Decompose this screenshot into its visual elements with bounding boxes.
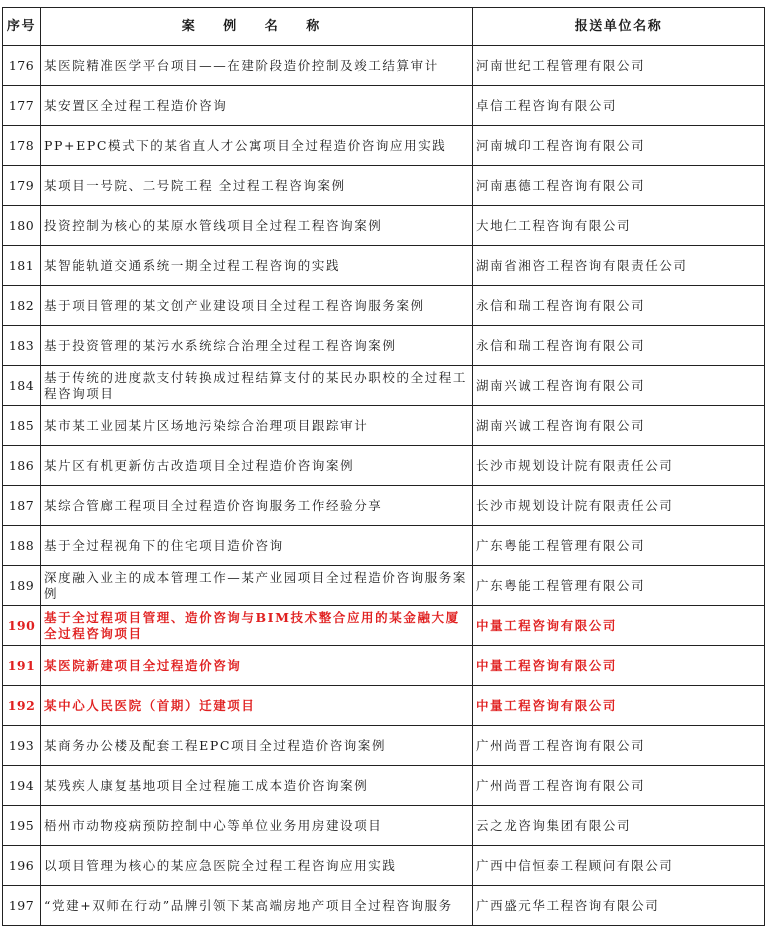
row-number: 192: [3, 686, 41, 726]
row-number: 182: [3, 286, 41, 326]
case-name: 基于投资管理的某污水系统综合治理全过程工程咨询案例: [41, 326, 473, 366]
case-name: PP+EPC模式下的某省直人才公寓项目全过程造价咨询应用实践: [41, 126, 473, 166]
header-unit-name: 报送单位名称: [473, 8, 765, 46]
table-row: [3, 686, 765, 726]
header-number: 序号: [3, 8, 41, 46]
unit-name: 广东粤能工程管理有限公司: [473, 526, 765, 566]
table-row: [3, 526, 765, 566]
table-row: [3, 46, 765, 86]
table-row: [3, 246, 765, 286]
unit-name: 中量工程咨询有限公司: [473, 606, 765, 646]
row-number: 181: [3, 246, 41, 286]
row-number: 189: [3, 566, 41, 606]
case-name: 某医院精准医学平台项目——在建阶段造价控制及竣工结算审计: [41, 46, 473, 86]
case-name: 某片区有机更新仿古改造项目全过程造价咨询案例: [41, 446, 473, 486]
table-row: [3, 886, 765, 926]
case-name: 基于项目管理的某文创产业建设项目全过程工程咨询服务案例: [41, 286, 473, 326]
case-name: 某综合管廊工程项目全过程造价咨询服务工作经验分享: [41, 486, 473, 526]
case-name: 某医院新建项目全过程造价咨询: [41, 646, 473, 686]
table-row: [3, 486, 765, 526]
unit-name: 永信和瑞工程咨询有限公司: [473, 326, 765, 366]
case-name: 深度融入业主的成本管理工作—某产业园项目全过程造价咨询服务案例: [41, 566, 473, 606]
unit-name: 广西中信恒泰工程顾问有限公司: [473, 846, 765, 886]
case-name: 基于全过程视角下的住宅项目造价咨询: [41, 526, 473, 566]
row-number: 187: [3, 486, 41, 526]
row-number: 176: [3, 46, 41, 86]
case-name: 某市某工业园某片区场地污染综合治理项目跟踪审计: [41, 406, 473, 446]
row-number: 193: [3, 726, 41, 766]
unit-name: 广东粤能工程管理有限公司: [473, 566, 765, 606]
unit-name: 卓信工程咨询有限公司: [473, 86, 765, 126]
table-row: [3, 86, 765, 126]
unit-name: 河南惠德工程咨询有限公司: [473, 166, 765, 206]
row-number: 184: [3, 366, 41, 406]
unit-name: 广州尚晋工程咨询有限公司: [473, 766, 765, 806]
table-row: [3, 806, 765, 846]
case-name: 某项目一号院、二号院工程 全过程工程咨询案例: [41, 166, 473, 206]
case-name: 某商务办公楼及配套工程EPC项目全过程造价咨询案例: [41, 726, 473, 766]
table-row: [3, 646, 765, 686]
case-name: 投资控制为核心的某原水管线项目全过程工程咨询案例: [41, 206, 473, 246]
unit-name: 大地仁工程咨询有限公司: [473, 206, 765, 246]
table-row: [3, 726, 765, 766]
row-number: 197: [3, 886, 41, 926]
case-list-table: [2, 7, 765, 926]
unit-name: 长沙市规划设计院有限责任公司: [473, 486, 765, 526]
unit-name: 湖南兴诚工程咨询有限公司: [473, 406, 765, 446]
table-row: [3, 606, 765, 646]
row-number: 191: [3, 646, 41, 686]
table-row: [3, 406, 765, 446]
row-number: 179: [3, 166, 41, 206]
table-row: [3, 446, 765, 486]
unit-name: 河南城印工程咨询有限公司: [473, 126, 765, 166]
table-row: [3, 206, 765, 246]
row-number: 178: [3, 126, 41, 166]
unit-name: 云之龙咨询集团有限公司: [473, 806, 765, 846]
case-name: 某安置区全过程工程造价咨询: [41, 86, 473, 126]
unit-name: 广西盛元华工程咨询有限公司: [473, 886, 765, 926]
unit-name: 广州尚晋工程咨询有限公司: [473, 726, 765, 766]
table-header-row: [3, 8, 765, 46]
row-number: 177: [3, 86, 41, 126]
case-name: 某中心人民医院（首期）迁建项目: [41, 686, 473, 726]
case-name: 基于传统的进度款支付转换成过程结算支付的某民办职校的全过程工程咨询项目: [41, 366, 473, 406]
table-row: [3, 846, 765, 886]
table-row: [3, 286, 765, 326]
table-row: [3, 366, 765, 406]
table-row: [3, 566, 765, 606]
table-row: [3, 126, 765, 166]
row-number: 194: [3, 766, 41, 806]
case-name: 梧州市动物疫病预防控制中心等单位业务用房建设项目: [41, 806, 473, 846]
case-name: 某智能轨道交通系统一期全过程工程咨询的实践: [41, 246, 473, 286]
row-number: 190: [3, 606, 41, 646]
row-number: 186: [3, 446, 41, 486]
row-number: 188: [3, 526, 41, 566]
unit-name: 湖南省湘咨工程咨询有限责任公司: [473, 246, 765, 286]
unit-name: 中量工程咨询有限公司: [473, 686, 765, 726]
row-number: 196: [3, 846, 41, 886]
unit-name: 永信和瑞工程咨询有限公司: [473, 286, 765, 326]
row-number: 183: [3, 326, 41, 366]
row-number: 195: [3, 806, 41, 846]
case-name: 某残疾人康复基地项目全过程施工成本造价咨询案例: [41, 766, 473, 806]
table-row: [3, 766, 765, 806]
row-number: 185: [3, 406, 41, 446]
unit-name: 中量工程咨询有限公司: [473, 646, 765, 686]
row-number: 180: [3, 206, 41, 246]
case-name: “党建+双师在行动”品牌引领下某高端房地产项目全过程咨询服务: [41, 886, 473, 926]
header-case-name: 案 例 名 称: [41, 8, 473, 46]
unit-name: 河南世纪工程管理有限公司: [473, 46, 765, 86]
case-name: 以项目管理为核心的某应急医院全过程工程咨询应用实践: [41, 846, 473, 886]
table-row: [3, 326, 765, 366]
case-name: 基于全过程项目管理、造价咨询与BIM技术整合应用的某金融大厦全过程咨询项目: [41, 606, 473, 646]
unit-name: 长沙市规划设计院有限责任公司: [473, 446, 765, 486]
unit-name: 湖南兴诚工程咨询有限公司: [473, 366, 765, 406]
table-row: [3, 166, 765, 206]
